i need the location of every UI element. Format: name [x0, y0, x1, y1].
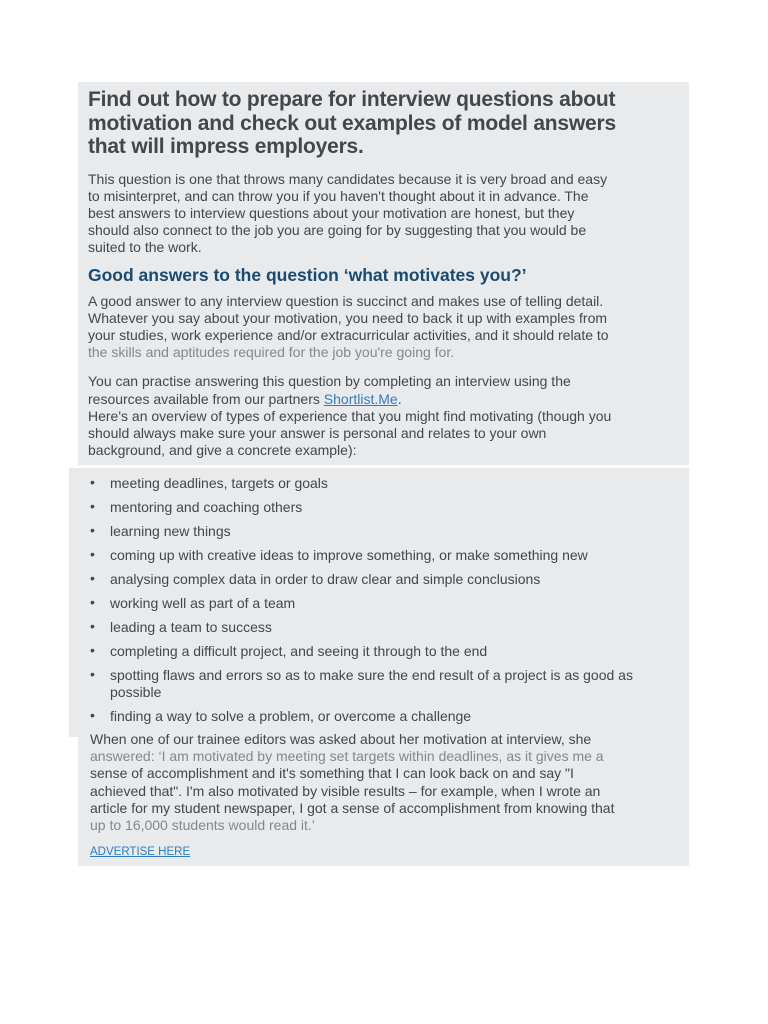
- list-item: [69, 547, 679, 564]
- list-item: [69, 708, 679, 725]
- bullet-icon: •: [90, 570, 95, 586]
- text-run: article for my student newspaper, I got a sense of accomplishment from knowing that: [90, 799, 615, 816]
- text-run: This question is one that throws many candidates because it is very broad and easy: [88, 170, 608, 187]
- text-run: your studies, work experience and/or extracurricular activities, and it should relate to: [88, 326, 609, 343]
- text-run: .: [397, 390, 402, 407]
- list-item-label: finding a way to solve a problem, or overcome a challenge: [110, 708, 472, 725]
- text-run: should also connect to the job you are going for by suggesting that you would be: [88, 222, 587, 239]
- bullet-icon: •: [90, 618, 95, 634]
- bullet-icon: •: [90, 546, 95, 562]
- text-run: that will impress employers.: [88, 135, 364, 158]
- text-run: answered: ‘I am motivated by meeting set targets within deadlines, as it gives me a: [90, 748, 604, 765]
- list-item: [69, 667, 679, 701]
- bullet-icon: •: [90, 594, 95, 610]
- list-item: [69, 499, 679, 516]
- list-item: [69, 619, 679, 636]
- text-run: Whatever you say about your motivation, you need to back it up with examples from: [88, 309, 608, 326]
- list-item-label: spotting flaws and errors so as to make sure the end result of a project is as good as possible: [110, 667, 633, 701]
- intro-section: [78, 82, 689, 465]
- list-item: [69, 595, 679, 612]
- text-run: to misinterpret, and can throw you if you haven't thought about it in advance. The: [88, 187, 589, 204]
- text-run: suited to the work.: [88, 239, 202, 256]
- text-run: the skills and aptitudes required for the job you're going for.: [88, 344, 455, 361]
- text-run: best answers to interview questions about your motivation are honest, but they: [88, 204, 575, 221]
- text-run: Find out how to prepare for interview questions about: [88, 88, 616, 111]
- shortlist-me-link[interactable]: Shortlist.Me: [323, 390, 398, 407]
- list-item-label: meeting deadlines, targets or goals: [110, 475, 328, 491]
- list-item-label: working well as part of a team: [110, 595, 296, 611]
- text-run: sense of accomplishment and it's something that I can look back on and say "I: [90, 765, 574, 782]
- list-item-label: learning new things: [110, 523, 231, 539]
- text-run: background, and give a concrete example):: [88, 442, 357, 459]
- bullet-icon: •: [90, 707, 95, 724]
- text-run: Here's an overview of types of experience that you might find motivating (though you: [88, 407, 612, 424]
- text-run: resources available from our partners: [88, 390, 324, 407]
- text-run: A good answer to any interview question is succinct and makes use of telling detail.: [88, 292, 604, 309]
- bullet-icon: •: [90, 498, 95, 514]
- list-item-label: leading a team to success: [110, 619, 272, 635]
- text-run: achieved that". I'm also motivated by visible results – for example, when I wrote an: [90, 782, 601, 799]
- advertise-here-link[interactable]: ADVERTISE HERE: [90, 846, 191, 859]
- list-item-label: completing a difficult project, and seeing it through to the end: [110, 643, 488, 659]
- good-answer-paragraph: [88, 293, 681, 362]
- text-run: up to 16,000 students would read it.’: [90, 817, 315, 834]
- intro-paragraph: [88, 171, 681, 257]
- list-item: [69, 523, 679, 540]
- list-item: [69, 643, 679, 660]
- list-item-label: mentoring and coaching others: [110, 499, 303, 515]
- list-item-label: analysing complex data in order to draw clear and simple conclusions: [110, 571, 541, 587]
- text-run: When one of our trainee editors was asked about her motivation at interview, she: [90, 731, 592, 747]
- text-run: You can practise answering this question by completing an interview using the: [88, 373, 571, 390]
- text-run: should always make sure your answer is personal and relates to your own: [88, 424, 547, 441]
- bullet-icon: •: [90, 474, 95, 490]
- list-item: [69, 475, 679, 492]
- quote-section: [78, 727, 689, 866]
- motivation-list: [69, 475, 679, 725]
- practise-paragraph: [88, 373, 681, 459]
- bullet-icon: •: [90, 666, 95, 682]
- article-title: [88, 88, 681, 159]
- text-run: motivation and check out examples of model answers: [88, 111, 616, 135]
- motivation-examples-section: [69, 468, 689, 737]
- section-heading: Good answers to the question ‘what motivates you?’: [88, 264, 527, 285]
- list-item-label: coming up with creative ideas to improve something, or make something new: [110, 547, 588, 563]
- bullet-icon: •: [90, 642, 95, 658]
- bullet-icon: •: [90, 522, 95, 538]
- trainee-quote-paragraph: [90, 731, 681, 834]
- list-item: [69, 571, 679, 588]
